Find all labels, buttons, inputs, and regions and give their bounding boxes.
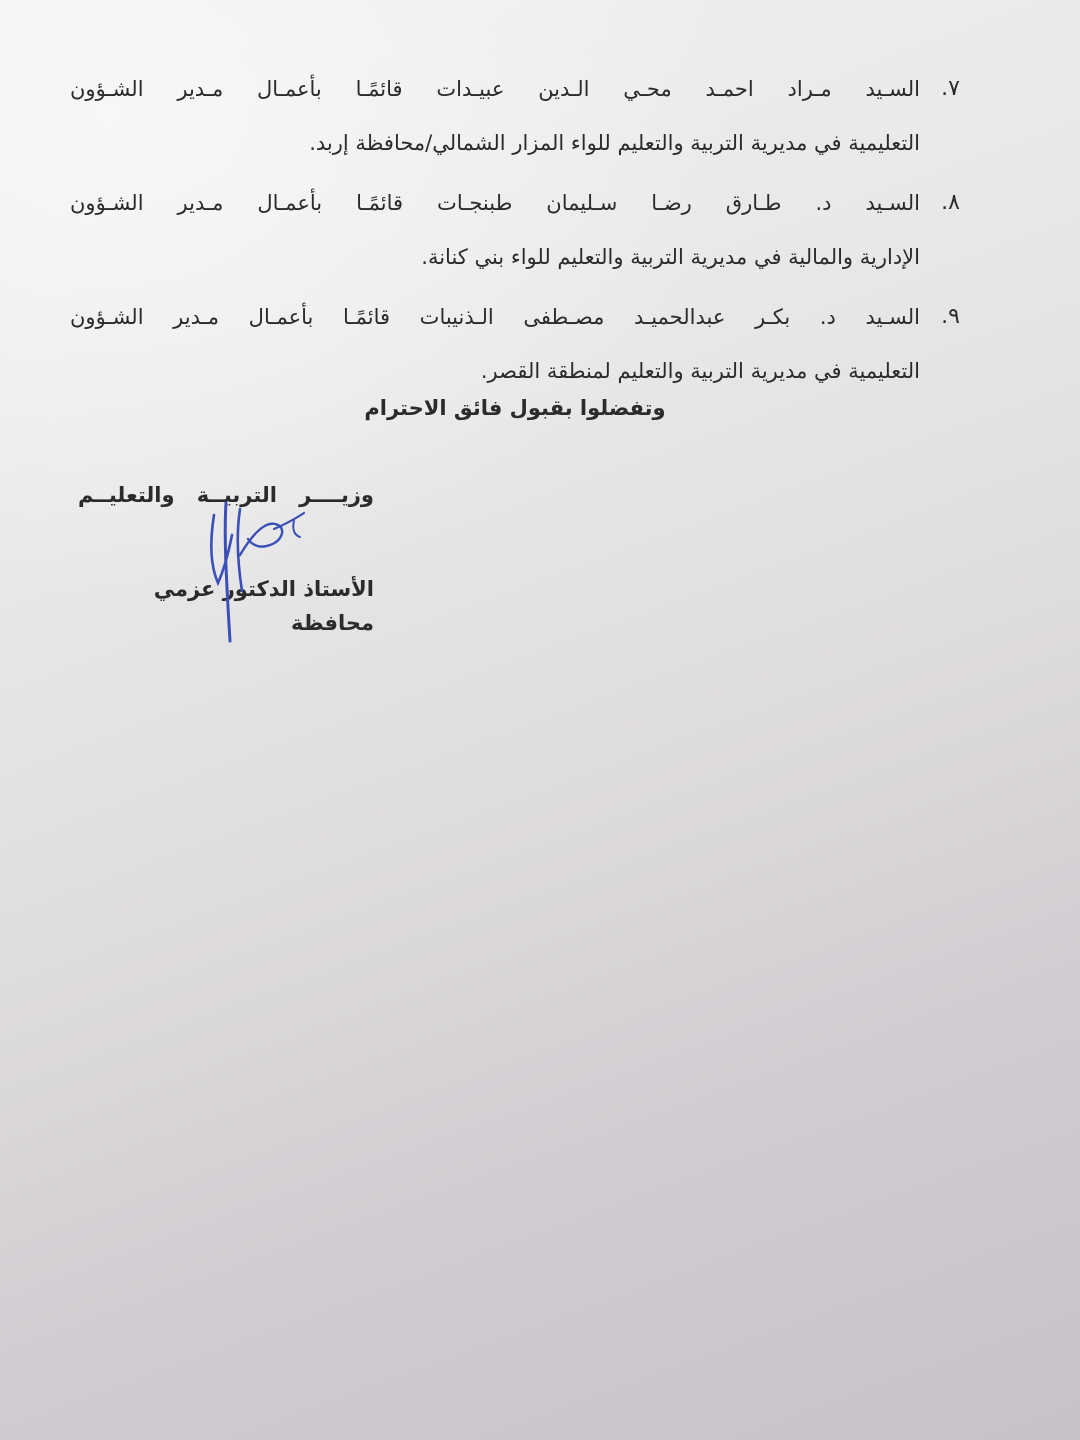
item-text xyxy=(70,176,920,284)
item-number: ٩. xyxy=(941,304,960,329)
item-text xyxy=(70,62,920,170)
handwritten-signature xyxy=(196,495,316,645)
item-number: ٨. xyxy=(941,190,960,215)
item-line: السـيد د. طـارق رضـا سـليمان طبنجـات قائمًـا بأعمـال مـدير الشـؤون xyxy=(70,191,920,215)
item-line: الإدارية والمالية في مديرية التربية والتعليم للواء بني كنانة. xyxy=(421,245,920,269)
item-line: السـيد مـراد احمـد محـي الـدين عبيـدات قائمًـا بأعمـال مـدير الشـؤون xyxy=(70,77,920,101)
closing-line: وتفضلوا بقبول فائق الاحترام xyxy=(364,396,666,420)
item-line: التعليمية في مديرية التربية والتعليم لمنطقة القصر. xyxy=(480,359,920,383)
item-number: ٧. xyxy=(941,76,960,101)
list-item xyxy=(70,290,960,398)
signatory-title: وزيــــر التربيــة والتعليــم xyxy=(78,483,374,507)
letter-body xyxy=(70,62,960,404)
item-line: السـيد د. بكـر عبدالحميـد مصـطفى الـذنيبات قائمًـا بأعمـال مـدير الشـؤون xyxy=(70,305,920,329)
item-line: التعليمية في مديرية التربية والتعليم للواء المزار الشمالي/محافظة إربد. xyxy=(309,131,920,155)
signatory-name: الأستاذ الدكتور عزمي محافظة xyxy=(153,577,374,635)
list-item xyxy=(70,176,960,284)
list-item xyxy=(70,62,960,170)
item-text xyxy=(70,290,920,398)
